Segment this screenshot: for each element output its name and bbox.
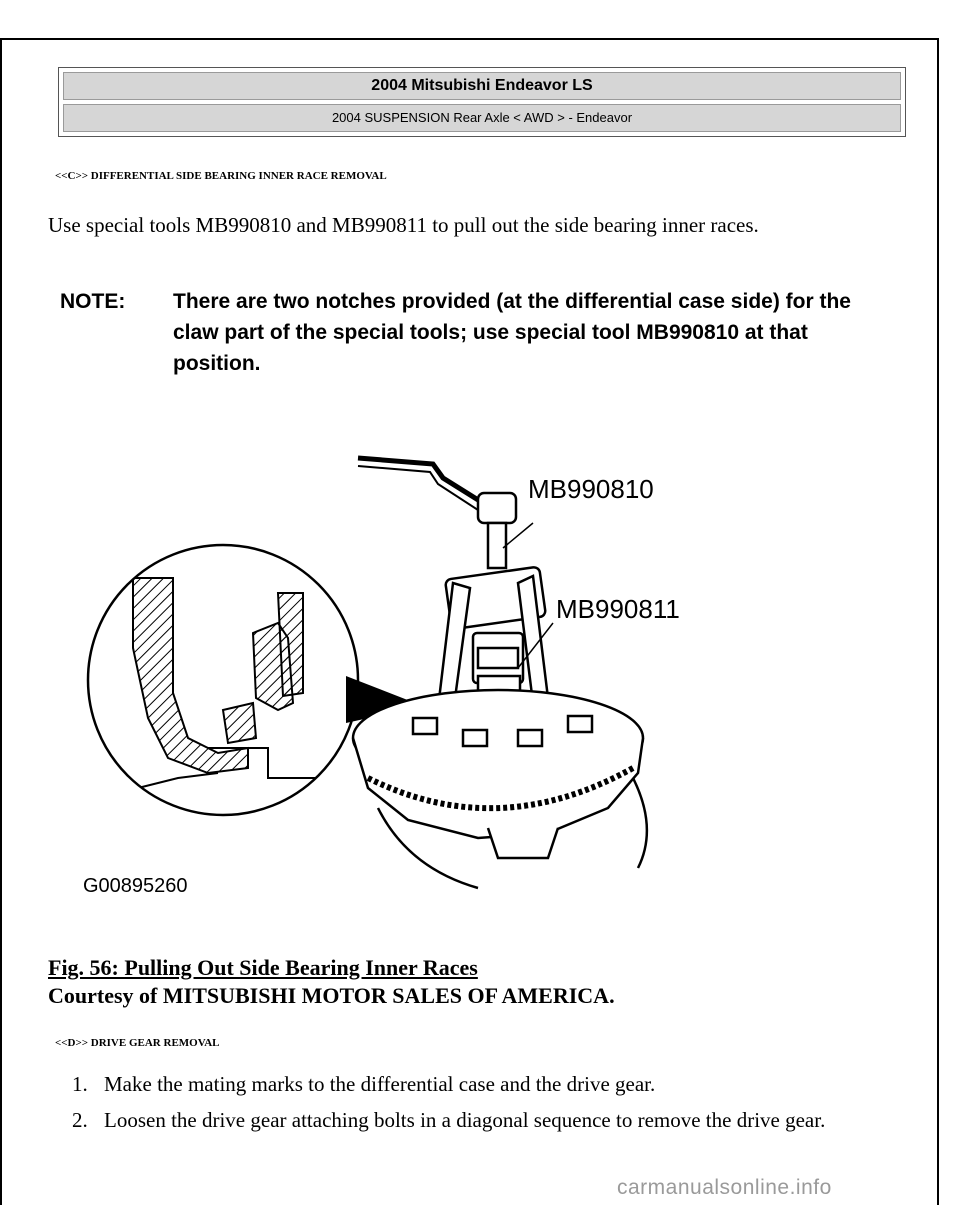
puller-tool	[358, 458, 548, 713]
section-subtitle: 2004 SUSPENSION Rear Axle < AWD > - Endeavor	[63, 104, 901, 132]
tool1-leader	[503, 523, 533, 548]
tool-label-mb990811: MB990811	[556, 594, 680, 624]
step-text: Make the mating marks to the differential case and the drive gear.	[104, 1072, 656, 1096]
tool-label-mb990810: MB990810	[528, 474, 654, 504]
differential-case	[353, 690, 647, 888]
instruction-paragraph: Use special tools MB990810 and MB990811 to pull out the side bearing inner races.	[48, 213, 759, 237]
document-header	[58, 67, 906, 137]
figure-code: G00895260	[83, 875, 188, 897]
figure-courtesy: Courtesy of MITSUBISHI MOTOR SALES OF AMERICA.	[48, 983, 615, 1008]
detail-magnifier	[88, 545, 358, 815]
section-heading-d: <<D>> DRIVE GEAR REMOVAL	[55, 1037, 220, 1049]
list-item	[72, 1106, 892, 1134]
vehicle-title: 2004 Mitsubishi Endeavor LS	[63, 72, 901, 100]
list-item	[72, 1070, 892, 1098]
step-text: Loosen the drive gear attaching bolts in a diagonal sequence to remove the drive gear.	[104, 1108, 826, 1132]
step-number: 2.	[72, 1108, 88, 1132]
step-number: 1.	[72, 1072, 88, 1096]
section-heading-c: <<C>> DIFFERENTIAL SIDE BEARING INNER RACE REMOVAL	[55, 170, 387, 182]
step-list	[72, 1070, 892, 1142]
note-label: NOTE:	[60, 290, 126, 313]
figure-illustration	[78, 448, 718, 900]
note-text: There are two notches provided (at the differential case side) for the claw part of the special tools; use special tool MB990810 at that position.	[173, 290, 851, 375]
differential-puller-illustration	[78, 448, 718, 900]
site-watermark: carmanualsonline.info	[617, 1176, 832, 1199]
figure-caption: Fig. 56: Pulling Out Side Bearing Inner Races	[48, 955, 478, 980]
